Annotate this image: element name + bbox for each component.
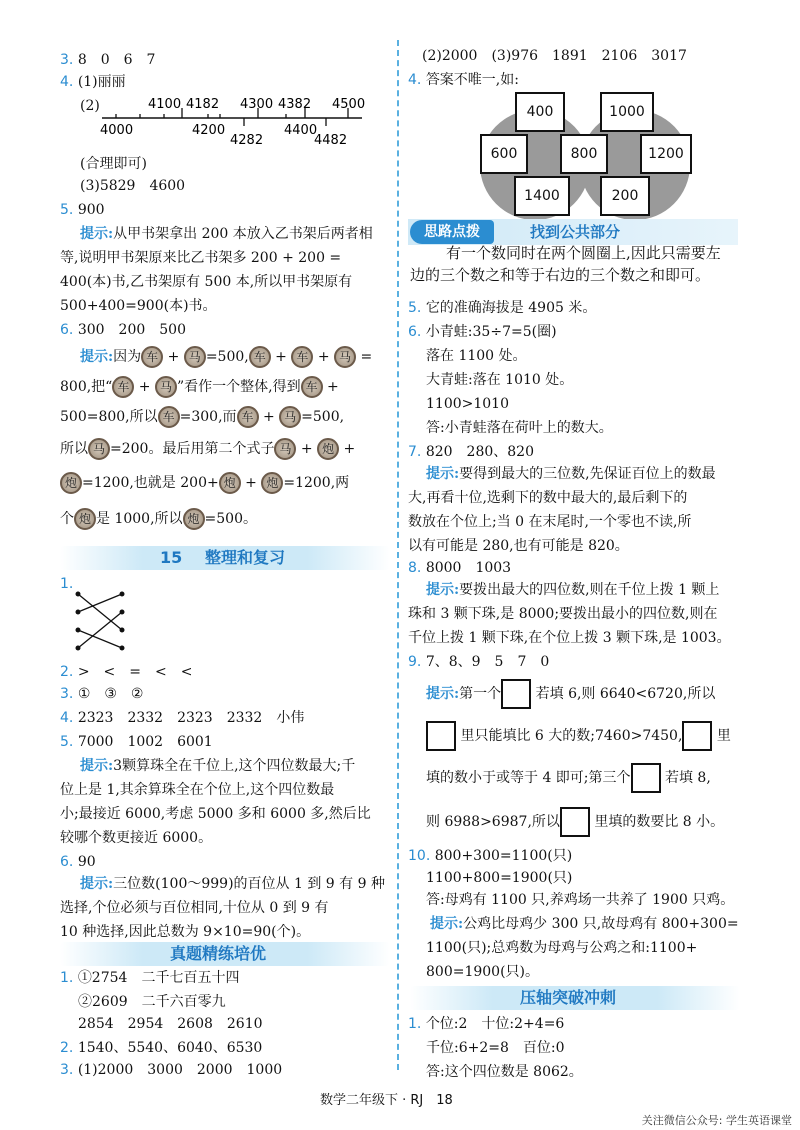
- number-box: 200: [600, 176, 650, 216]
- rq10-hint-2: 1100(只);总鸡数为母鸡与公鸡之和:1100+: [426, 940, 698, 956]
- rq10-hint-3: 800=1900(只)。: [426, 964, 540, 980]
- tick-4300: 4300: [240, 97, 274, 112]
- pao-piece-icon: 炮: [60, 472, 82, 494]
- rq9-hint-2: 里只能填比 6 大的数;7460>7450, 里: [426, 720, 731, 752]
- rq9-hint-3: 填的数小于或等于 4 即可;第三个 若填 8,: [426, 762, 711, 794]
- ma-piece-icon: 马: [274, 438, 296, 460]
- q6: 6. 300 200 500: [60, 322, 186, 338]
- section-number: 15: [160, 548, 183, 567]
- rp1-1: 1. 个位:2 十位:2+4=6: [408, 1016, 565, 1032]
- ma-piece-icon: 马: [279, 406, 301, 428]
- rq7-hint-2: 大,再看十位,选剩下的数中最大的,最后剩下的: [408, 490, 688, 506]
- right-top-line: (2)2000 (3)976 1891 2106 3017: [422, 48, 687, 64]
- column-divider: [397, 40, 399, 1070]
- rq6-4: 1100>1010: [426, 396, 509, 412]
- rq10-hint-1: 提示:公鸡比母鸡少 300 只,故母鸡有 800+300=: [430, 916, 739, 932]
- section-15-header: [60, 546, 390, 570]
- rq7-hint-1: 提示:要得到最大的三位数,先保证百位上的数最: [426, 466, 716, 482]
- rq6-2: 落在 1100 处。: [426, 348, 527, 364]
- rq6-5: 答:小青蛙落在荷叶上的数大。: [426, 420, 613, 436]
- rq6-3: 大青蛙:落在 1010 处。: [426, 372, 574, 388]
- rq9-hint-1: 提示:第一个 若填 6,则 6640<6720,所以: [426, 678, 715, 710]
- number-line: [100, 94, 370, 150]
- tick-4182: 4182: [186, 97, 220, 112]
- blank-box: [631, 763, 661, 793]
- tick-4482: 4482: [314, 133, 348, 148]
- ma-piece-icon: 马: [155, 376, 177, 398]
- s5-hint-2: 位上是 1,其余算珠全在个位上,这个四位数最: [60, 782, 335, 798]
- number-box: 600: [480, 134, 528, 174]
- rp1-3: 答:这个四位数是 8062。: [426, 1064, 583, 1080]
- blank-box: [501, 679, 531, 709]
- corner-watermark: 关注微信公众号: 学生英语课堂: [641, 1114, 792, 1127]
- q5: 5. 900: [60, 202, 105, 218]
- tick-4100: 4100: [148, 97, 182, 112]
- section-title: 整理和复习: [205, 548, 286, 567]
- q4-part3: (3)5829 4600: [80, 178, 186, 194]
- q4-part2-label: (2): [80, 98, 100, 114]
- s6-hint-3: 10 种选择,因此总数为 9×10=90(个)。: [60, 924, 311, 940]
- pao-piece-icon: 炮: [219, 472, 241, 494]
- rq5: 5. 它的准确海拔是 4905 米。: [408, 300, 597, 316]
- rq8-hint-2: 珠和 3 颗下珠,是 8000;要拨出最小的四位数,则在: [408, 606, 718, 622]
- s2: 2. > < = < <: [60, 664, 193, 680]
- rq8: 8. 8000 1003: [408, 560, 512, 576]
- r1-line3: 2854 2954 2608 2610: [78, 1016, 263, 1032]
- matching-lines: [72, 588, 132, 658]
- rp1-2: 千位:6+2=8 百位:0: [426, 1040, 565, 1056]
- section-title: 压轴突破冲刺: [520, 988, 617, 1007]
- r2: 2. 1540、5540、6040、6530: [60, 1040, 263, 1056]
- q3: 3. 8 0 6 7: [60, 52, 156, 68]
- ju-piece-icon: 车: [237, 406, 259, 428]
- ju-piece-icon: 车: [301, 376, 323, 398]
- hint-title: 找到公共部分: [530, 223, 621, 241]
- ju-piece-icon: 车: [158, 406, 180, 428]
- rq7-hint-3: 数放在个位上;当 0 在末尾时,一个零也不读,所: [408, 514, 692, 530]
- rq6-1: 6. 小青蛙:35÷7=5(圈): [408, 324, 557, 340]
- tick-4200: 4200: [192, 123, 226, 138]
- rq10-3: 答:母鸡有 1100 只,养鸡场一共养了 1900 只鸡。: [426, 892, 735, 908]
- s4: 4. 2323 2332 2323 2332 小伟: [60, 710, 305, 726]
- s5-hint-1: 提示:3颗算珠全在千位上,这个四位数最大;千: [80, 758, 356, 774]
- number-box: 800: [560, 134, 608, 174]
- tick-4400: 4400: [284, 123, 318, 138]
- s6-hint-2: 选择,个位必须与百位相同,十位从 0 到 9 有: [60, 900, 329, 916]
- pao-piece-icon: 炮: [74, 508, 96, 530]
- blank-box: [682, 721, 712, 751]
- ju-piece-icon: 车: [291, 346, 313, 368]
- tick-4500: 4500: [332, 97, 366, 112]
- hint-label: 思路点拨: [410, 220, 494, 244]
- blank-box: [560, 807, 590, 837]
- blank-box: [426, 721, 456, 751]
- r1-line2: ②2609 二千六百零九: [78, 994, 226, 1010]
- number-box: 1200: [640, 134, 692, 174]
- r3: 3. (1)2000 3000 2000 1000: [60, 1062, 283, 1078]
- section-real-header: [60, 942, 390, 966]
- q6-hint-2: 800,把“ 车 + 马 ”看作一个整体,得到 车 +: [60, 374, 339, 400]
- rq7: 7. 820 280、820: [408, 444, 534, 460]
- number-box: 400: [515, 92, 565, 132]
- pao-piece-icon: 炮: [261, 472, 283, 494]
- q5-hint-2: 等,说明甲书架原来比乙书架多 200 + 200 =: [60, 250, 342, 266]
- hint-text-1: 有一个数同时在两个圆圈上,因此只需要左: [446, 244, 721, 262]
- q6-hint-5: 炮 =1200,也就是 200+ 炮 + 炮 =1200,两: [60, 470, 349, 496]
- ju-piece-icon: 车: [249, 346, 271, 368]
- section-title: 真题精练培优: [170, 944, 267, 963]
- q4-part1: 4. (1)丽丽: [60, 74, 126, 90]
- s5-hint-4: 较哪个数更接近 6000。: [60, 830, 213, 846]
- pao-piece-icon: 炮: [183, 508, 205, 530]
- hint-text-2: 边的三个数之和等于右边的三个数之和即可。: [410, 266, 711, 284]
- rq7-hint-4: 以有可能是 280,也有可能是 820。: [408, 538, 629, 554]
- tick-4000: 4000: [100, 123, 134, 138]
- ju-piece-icon: 车: [112, 376, 134, 398]
- q6-hint-4: 所以 马 =200。最后用第二个式子 马 + 炮 +: [60, 436, 355, 462]
- r1-line1: 1. ①2754 二千七百五十四: [60, 970, 240, 986]
- q5-hint-4: 500+400=900(本)书。: [60, 298, 217, 314]
- section-axis-header: [410, 986, 740, 1010]
- ma-piece-icon: 马: [184, 346, 206, 368]
- ju-piece-icon: 车: [141, 346, 163, 368]
- number-box: 1000: [600, 92, 654, 132]
- q5-hint-3: 400(本)书,乙书架原有 500 本,所以甲书架原有: [60, 274, 353, 290]
- rq4: 4. 答案不唯一,如:: [408, 72, 519, 88]
- q5-hint-1: 提示:从甲书架拿出 200 本放入乙书架后两者相: [80, 226, 373, 242]
- tick-4282: 4282: [230, 133, 264, 148]
- q6-hint-6: 个 炮 是 1000,所以 炮 =500。: [60, 506, 257, 532]
- rq9-hint-4: 则 6988>6987,所以 里填的数要比 8 小。: [426, 806, 724, 838]
- tick-4382: 4382: [278, 97, 312, 112]
- pao-piece-icon: 炮: [317, 438, 339, 460]
- s1: 1.: [60, 576, 74, 592]
- number-box: 1400: [514, 176, 570, 216]
- rq10-2: 1100+800=1900(只): [426, 870, 573, 886]
- s6: 6. 90: [60, 854, 96, 870]
- s5-hint-3: 小;最接近 6000,考虑 5000 多和 6000 多,然后比: [60, 806, 371, 822]
- ma-piece-icon: 马: [88, 438, 110, 460]
- q4-note: (合理即可): [80, 156, 147, 172]
- rq9: 9. 7、8、9 5 7 0: [408, 654, 550, 670]
- ma-piece-icon: 马: [334, 346, 356, 368]
- rq8-hint-1: 提示:要拨出最大的四位数,则在千位上拨 1 颗上: [426, 582, 720, 598]
- rq10-1: 10. 800+300=1100(只): [408, 848, 573, 864]
- rq8-hint-3: 千位上拨 1 颗下珠,在个位上拨 3 颗下珠,是 1003。: [408, 630, 731, 646]
- s3: 3. ① ③ ②: [60, 686, 144, 702]
- s6-hint-1: 提示:三位数(100～999)的百位从 1 到 9 有 9 种: [80, 876, 385, 892]
- q6-hint-1: 提示:因为 车 + 马 =500, 车 + 车 + 马 =: [80, 344, 372, 370]
- s5: 5. 7000 1002 6001: [60, 734, 213, 750]
- page-footer: 数学二年级下 · RJ 18: [320, 1093, 453, 1108]
- q6-hint-3: 500=800,所以 车 =300,而 车 + 马 =500,: [60, 404, 344, 430]
